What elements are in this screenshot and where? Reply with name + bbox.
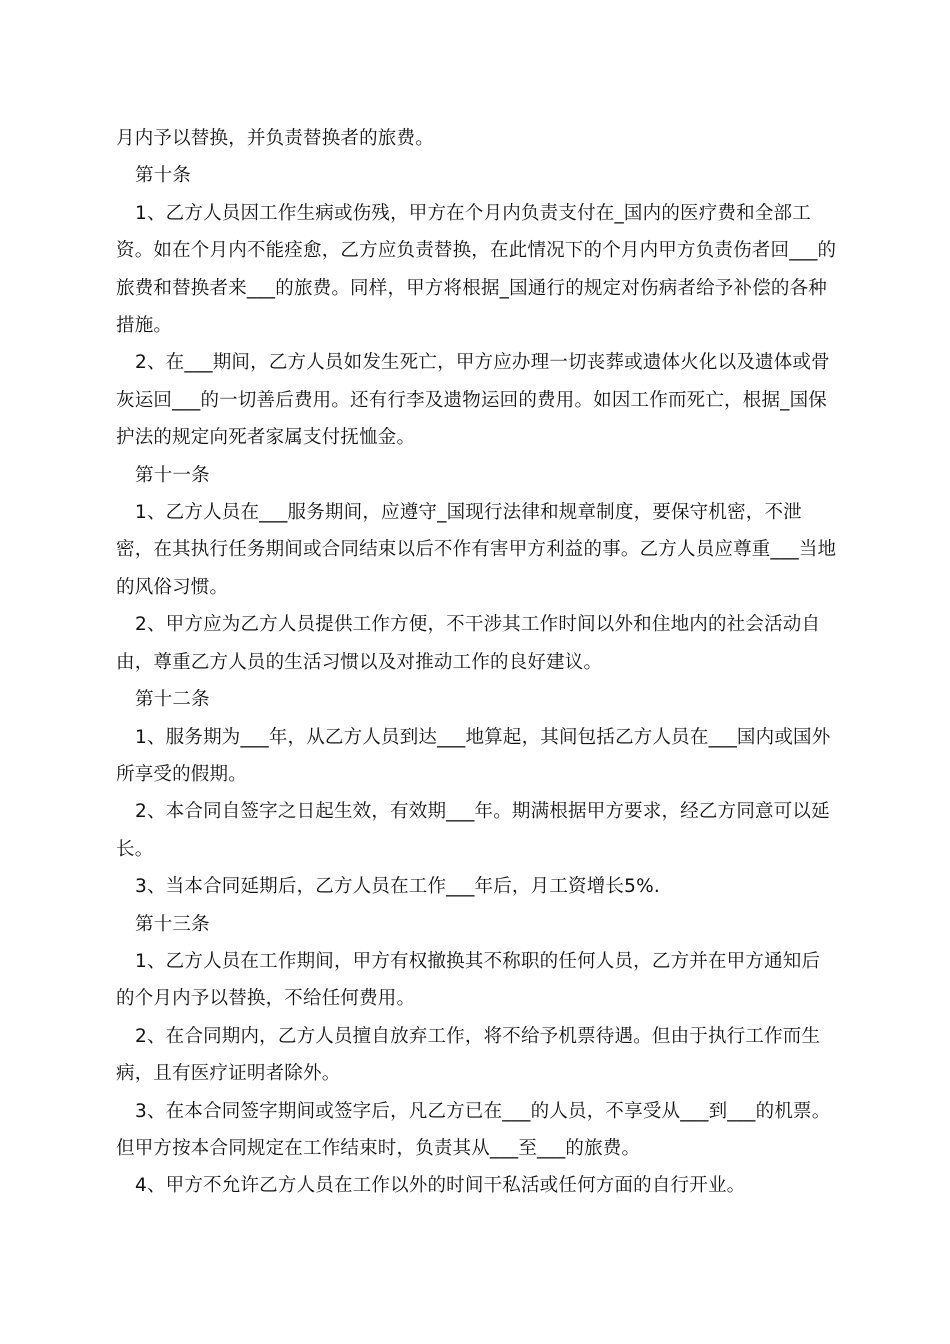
article-11-clause-1: 1、乙方人员在___服务期间，应遵守_国现行法律和规章制度，要保守机密，不泄密，在其执行任务期间或合同结束以后不作有害甲方利益的事。乙方人员应尊重___当地的风俗习惯。 <box>116 502 837 598</box>
article-10-clause-2: 2、在___期间，乙方人员如发生死亡，甲方应办理一切丧葬或遗体火化以及遗体或骨灰运回___的一切善后费用。还有行李及遗物运回的费用。如因工作而死亡，根据_国保护法的规定向死者家属支付抚恤金。 <box>116 352 830 449</box>
article-11-clause-2: 2、甲方应为乙方人员提供工作方便，不干涉其工作时间以外和住地内的社会活动自由，尊重乙方人员的生活习惯以及对推动工作的良好建议。 <box>116 614 821 673</box>
article-13-clause-4: 4、甲方不允许乙方人员在工作以外的时间干私活或任何方面的自行开业。 <box>135 1175 746 1197</box>
article-heading-13: 第十三条 <box>135 913 210 935</box>
article-10-clause-1: 1、乙方人员因工作生病或伤残，甲方在个月内负责支付在_国内的医疗费和全部工资。如在个月内不能痊愈，乙方应负责替换，在此情况下的个月内甲方负责伤者回___的旅费和替换者来___的旅费。同样，甲方将根据_国通行的规定对伤病者给予补偿的各种措施。 <box>116 202 837 337</box>
contract-body <box>116 120 838 1205</box>
article-12-clause-2: 2、本合同自签字之日起生效，有效期___年。期满根据甲方要求，经乙方同意可以延长。 <box>116 801 830 860</box>
article-13-clause-2: 2、在合同期内，乙方人员擅自放弃工作，将不给予机票待遇。但由于执行工作而生病，且有医疗证明者除外。 <box>116 1025 821 1085</box>
paragraph-continuation: 月内予以替换，并负责替换者的旅费。 <box>116 128 434 149</box>
article-13-clause-3: 3、在本合同签字期间或签字后，凡乙方已在___的人员，不享受从___到___的机票。但甲方按本合同规定在工作结束时，负责其从___至___的旅费。 <box>116 1100 831 1159</box>
article-12-clause-1: 1、服务期为___年，从乙方人员到达___地算起，其间包括乙方人员在___国内或国外所享受的假期。 <box>116 726 831 785</box>
article-12-clause-3: 3、当本合同延期后，乙方人员在工作___年后，月工资增长5%. <box>135 876 660 898</box>
article-heading-11: 第十一条 <box>135 464 210 486</box>
article-heading-12: 第十二条 <box>135 689 210 711</box>
article-13-clause-1: 1、乙方人员在工作期间，甲方有权撤换其不称职的任何人员，乙方并在甲方通知后的个月内予以替换，不给任何费用。 <box>116 950 821 1010</box>
article-heading-10: 第十条 <box>135 165 192 187</box>
